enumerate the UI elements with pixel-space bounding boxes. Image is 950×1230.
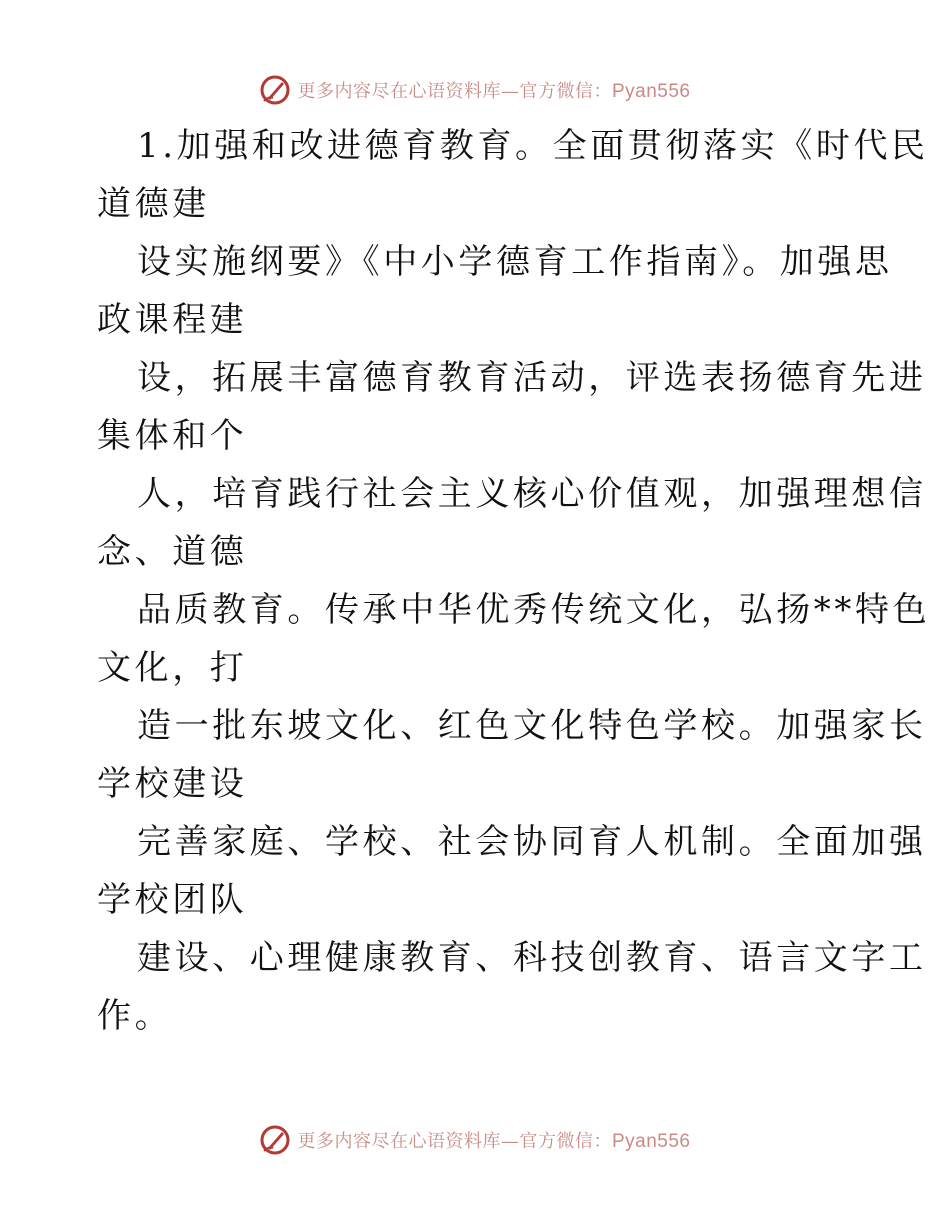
- document-line: 文化，打: [97, 648, 248, 688]
- document-line: 造一批东坡文化、红色文化特色学校。加强家长: [137, 706, 927, 746]
- document-line: 建设、心理健康教育、科技创教育、语言文字工: [137, 938, 927, 978]
- quill-pen-logo-icon: [259, 1124, 291, 1156]
- watermark-id: Pyan556: [611, 81, 691, 102]
- watermark-id: Pyan556: [611, 1131, 691, 1152]
- document-line: 念、道德: [97, 532, 248, 572]
- document-line: 集体和个: [97, 416, 248, 456]
- document-body: [97, 117, 931, 1045]
- document-line: 学校团队: [97, 880, 248, 920]
- document-line: 1.加强和改进德育教育。全面贯彻落实《时代民: [137, 126, 929, 166]
- document-line: 品质教育。传承中华优秀传统文化，弘扬**特色: [137, 590, 931, 630]
- document-line: 政课程建: [97, 300, 248, 340]
- header-watermark: [0, 70, 950, 110]
- watermark-text: 更多内容尽在心语资料库—官方微信：Pyan556: [297, 1131, 691, 1152]
- watermark-text: 更多内容尽在心语资料库—官方微信：Pyan556: [297, 81, 691, 102]
- document-line: 学校建设: [97, 764, 248, 804]
- quill-pen-logo-icon: [259, 74, 291, 106]
- document-line: 完善家庭、学校、社会协同育人机制。全面加强: [137, 822, 927, 862]
- document-line: 设实施纲要》《中小学德育工作指南》。加强思: [137, 242, 893, 282]
- document-line: 设，拓展丰富德育教育活动，评选表扬德育先进: [137, 358, 927, 398]
- footer-watermark: [0, 1120, 950, 1160]
- document-line: 作。: [97, 996, 173, 1036]
- document-line: 人，培育践行社会主义核心价值观，加强理想信: [137, 474, 927, 514]
- document-line: 道德建: [97, 184, 210, 224]
